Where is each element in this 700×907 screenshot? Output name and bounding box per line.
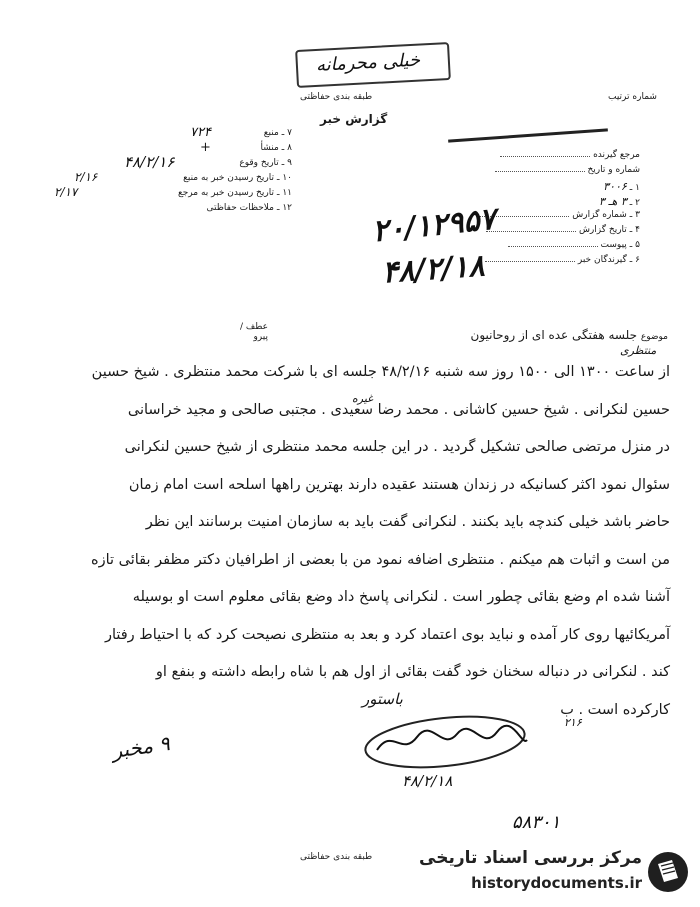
handwritten-date: ۴۸/۲/۱۸	[380, 248, 486, 291]
report-body	[72, 364, 670, 739]
stamp-number: ۵۸۳۰۱	[512, 812, 561, 833]
right-field: ۵ ـ پیوست	[450, 240, 640, 255]
right-field: ۲ ـ ۳ هـ ۳	[598, 195, 640, 208]
body-line: از ساعت ۱۳۰۰ الی ۱۵۰۰ روز سه شنبه ۴۸/۲/۱۶ جلسه ای با شرکت محمد منتظری . شیخ حسین	[91, 364, 670, 380]
stamp-text: ۲۱۶	[564, 716, 582, 729]
classification-label: طبقه بندی حفاظتی	[300, 92, 373, 102]
left-field: ۸ ـ منشأ +	[200, 140, 292, 155]
marginal-note: عطف / پیرو	[240, 322, 268, 342]
top-stamp-text: خیلی محرمانه	[315, 49, 421, 76]
signature-scribble	[372, 722, 532, 762]
interlinear-note: منتظری	[620, 344, 657, 357]
right-field: ۱ ـ ۳۰۰۶	[603, 180, 640, 193]
right-field: ۳ ـ شماره گزارش	[450, 210, 640, 225]
top-classification-stamp	[295, 42, 451, 88]
watermark	[418, 846, 694, 902]
subject-label: موضوع	[640, 332, 668, 342]
stamp-text: ۴۸/۲/۱۸	[402, 772, 453, 790]
right-field: ۶ ـ گیرندگان خبر	[450, 255, 640, 270]
body-line: در منزل مرتضی صالحی تشکیل گردید . در این جلسه محمد منتظری از شیخ حسین لنکرانی	[124, 439, 670, 455]
body-line: آمریکائیها روی کار آمده و نباید بوی اعتماد کرد و بعد به منتظری نصیحت کرد که با احتیاط رفتار	[104, 626, 670, 643]
body-line: کند . لنکرانی در دنباله سخنان خود گفت بقائی از اول هم با شاه رابطه داشته و بنفع او	[155, 664, 670, 680]
right-field: ۴ ـ تاریخ گزارش	[450, 225, 640, 240]
watermark-title: مرکز بررسی اسناد تاریخی	[419, 848, 642, 868]
watermark-url: historydocuments.ir	[471, 874, 642, 892]
body-line: سئوال نمود اکثر کسانیکه در زندان هستند عقیده دارند بهترین راهها اسلحه است امام زمان	[128, 476, 670, 493]
top-right-label: شماره ترتیب	[608, 92, 657, 102]
left-fields	[40, 125, 292, 218]
report-title: گزارش خبر	[320, 112, 388, 126]
body-line: آشنا شده ام وضع بقائی چطور است . لنکرانی پاسخ داد وضع بقائی معلوم است او بوسیله	[132, 589, 670, 605]
left-field: ۱۲ ـ ملاحظات حفاظتی	[206, 203, 292, 213]
right-field: شماره و تاریخ	[450, 165, 640, 180]
subject-text: جلسه هفتگی عده ای از روحانیون	[470, 328, 638, 342]
left-signature: ۹ مخبر	[110, 731, 172, 763]
left-field: ۱۱ ـ تاریخ رسیدن خبر به مرجع ۲/۱۷	[54, 185, 292, 199]
handwritten-number: ۲۰/۱۲۹۵۷	[370, 201, 498, 250]
body-line: حاضر باشد خیلی کندچه باید بکنند . لنکرانی گفت باید به سازمان امنیت برسانند این نظر	[145, 514, 670, 530]
signoff: باستور	[362, 690, 403, 708]
left-field: ۷ ـ منبع ۷۲۴	[190, 125, 292, 140]
body-line: من است و اثبات هم میکنم . منتظری اضافه نمود من با بعضی از اطرافیان دکتر مظفر بقائی تازه	[90, 551, 670, 568]
body-line: کارکرده است . ب	[560, 701, 670, 718]
left-field: ۱۰ ـ تاریخ رسیدن خبر به منبع ۲/۱۶	[74, 170, 292, 184]
right-field: مرجع گیرنده	[450, 150, 640, 165]
footer-classification: طبقه بندی حفاظتی	[300, 852, 373, 862]
interlinear-note: غیره	[352, 392, 373, 405]
body-line: حسین لنکرانی . شیخ حسین کاشانی . محمد رضا سعیدی . مجتبی صالحی و مجید خراسانی	[127, 401, 670, 418]
right-scribble	[448, 118, 618, 148]
subject-line	[300, 328, 668, 342]
left-field: ۹ ـ تاریخ وقوع ۴۸/۲/۱۶	[124, 153, 292, 171]
archive-logo-icon	[646, 850, 690, 894]
